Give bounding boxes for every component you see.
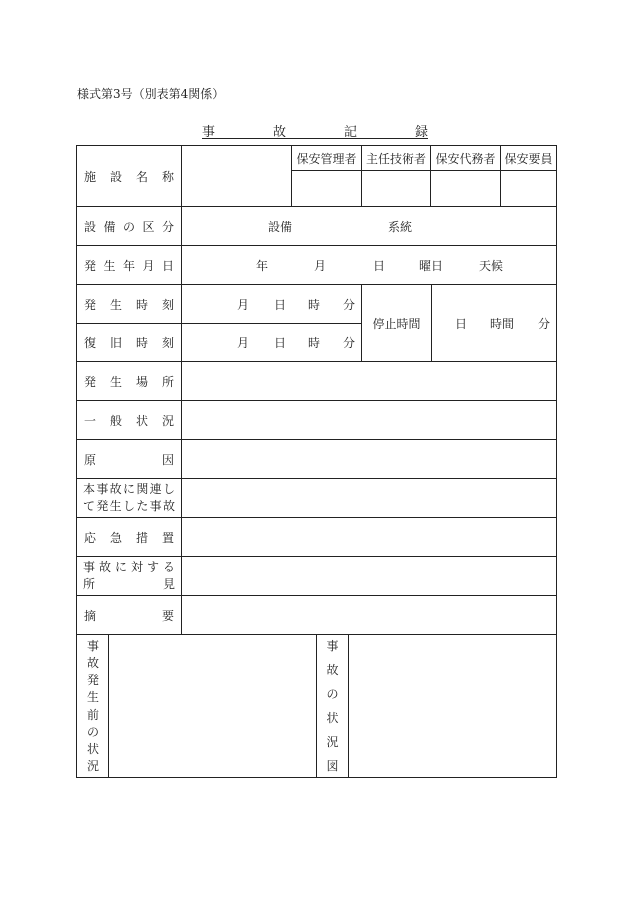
facility-name-label [77, 146, 181, 206]
equipment-class-label [77, 207, 181, 245]
vertical-char: 状 [326, 711, 339, 725]
label-char: 月 [142, 258, 155, 273]
vertical-char: 前 [86, 707, 99, 722]
label-char: 生 [109, 499, 122, 513]
vertical-char: 状 [86, 741, 99, 756]
occ-month-unit: 月 [237, 297, 250, 312]
label-char: 急 [109, 530, 122, 545]
stop-day-unit: 日 [455, 316, 468, 331]
label-char: し [162, 482, 175, 496]
weather-unit: 天候 [479, 258, 504, 273]
label-char: 因 [161, 452, 174, 467]
label-char: 状 [135, 413, 148, 428]
vertical-char: 事 [86, 639, 99, 653]
label-char: す [146, 560, 159, 574]
emergency-measures-label [77, 518, 181, 556]
label-char: 一 [84, 413, 97, 428]
vertical-char: 事 [326, 639, 339, 653]
label-char: し [122, 499, 135, 513]
label-char: 生 [109, 297, 122, 312]
label-char: 連 [149, 482, 162, 496]
chief-engineer-header: 主任技術者 [365, 151, 426, 166]
occ-minute-unit: 分 [343, 297, 356, 312]
occurrence-time-label [77, 285, 181, 323]
label-char: て [83, 499, 96, 513]
label-char: 日 [161, 258, 174, 273]
label-char: 故 [162, 499, 175, 513]
label-char: 施 [84, 169, 97, 184]
label-char: 生 [109, 374, 122, 389]
weekday-unit: 曜日 [419, 258, 444, 273]
label-char: 刻 [161, 297, 174, 312]
system-unit: 系統 [388, 219, 413, 234]
stop-time-label: 停止時間 [372, 316, 421, 331]
security-manager-header: 保安管理者 [296, 151, 357, 166]
day-unit: 日 [373, 258, 386, 273]
label-char: 関 [136, 482, 149, 496]
label-char: 復 [84, 336, 97, 350]
rec-day-unit: 日 [274, 336, 287, 350]
label-char: 事 [96, 482, 109, 496]
label-char: 発 [84, 374, 97, 389]
title-char: 記 [343, 125, 357, 140]
label-char: 旧 [109, 336, 122, 350]
vertical-char: の [326, 687, 339, 701]
label-char: 年 [122, 258, 135, 273]
label-char: 刻 [161, 336, 174, 350]
label-char: 応 [84, 530, 97, 545]
label-char: に [122, 482, 135, 496]
label-char: 設 [84, 219, 97, 234]
related-accident-label [77, 479, 181, 517]
label-char: た [136, 499, 149, 513]
label-char: 事 [149, 499, 162, 513]
vertical-char: 況 [86, 758, 99, 773]
label-char: る [162, 560, 175, 574]
security-staff-header: 保安要員 [504, 151, 553, 166]
occ-hour-unit: 時 [308, 297, 321, 312]
label-char: 名 [135, 169, 148, 184]
label-char: 所 [161, 374, 174, 389]
general-status-label [77, 401, 181, 439]
vertical-char: 生 [86, 690, 99, 705]
vertical-char: 発 [86, 673, 99, 688]
vertical-char: 況 [326, 735, 339, 749]
label-char: 摘 [84, 608, 97, 623]
label-char: 故 [98, 560, 111, 574]
document-title [202, 121, 428, 139]
occurrence-date-label [77, 246, 181, 284]
vertical-char: の [86, 724, 99, 739]
security-deputy-header: 保安代務者 [435, 151, 496, 166]
accident-diagram-label [317, 640, 348, 772]
label-char: 原 [84, 452, 97, 467]
recovery-time-label [77, 324, 181, 361]
label-char: 対 [130, 560, 143, 574]
label-char: 設 [109, 169, 122, 184]
form-number: 様式第3号（別表第4関係） [77, 87, 225, 101]
vertical-char: 故 [326, 663, 339, 677]
label-char: 場 [135, 374, 148, 389]
month-unit: 月 [314, 258, 327, 273]
label-char: 所 [83, 577, 96, 591]
label-char: 事 [83, 560, 96, 574]
vertical-char: 故 [86, 656, 99, 671]
label-char: 生 [103, 258, 116, 273]
vertical-char: 図 [326, 759, 339, 773]
stop-minute-unit: 分 [538, 316, 551, 331]
label-char: 本 [83, 482, 96, 496]
pre-accident-status-label [78, 640, 108, 772]
equipment-unit: 設備 [268, 219, 293, 234]
title-char: 故 [272, 125, 286, 140]
title-char: 録 [414, 125, 428, 140]
opinion-label [77, 557, 181, 595]
rec-month-unit: 月 [237, 336, 250, 350]
label-char: 要 [161, 608, 174, 623]
rec-minute-unit: 分 [343, 336, 356, 350]
title-char: 事 [202, 125, 216, 140]
label-char: 故 [109, 482, 122, 496]
label-char: 備 [103, 219, 116, 234]
label-char: 見 [162, 577, 175, 591]
location-label [77, 362, 181, 400]
label-char: 発 [84, 297, 97, 312]
label-char: 況 [161, 413, 174, 428]
label-char: の [122, 219, 135, 234]
label-char: 般 [109, 413, 122, 428]
stop-hours-unit: 時間 [490, 316, 515, 331]
summary-label [77, 596, 181, 634]
label-char: 時 [135, 297, 148, 312]
rec-hour-unit: 時 [308, 336, 321, 350]
label-char: 発 [84, 258, 97, 273]
label-char: 措 [135, 530, 148, 545]
label-char: 置 [161, 530, 174, 545]
label-char: 称 [161, 169, 174, 184]
year-unit: 年 [256, 258, 269, 273]
label-char: 分 [161, 219, 174, 234]
label-char: 発 [96, 499, 109, 513]
label-char: に [114, 560, 127, 574]
label-char: 区 [142, 219, 155, 234]
cause-label [77, 440, 181, 478]
occ-day-unit: 日 [274, 297, 287, 312]
label-char: 時 [135, 336, 148, 350]
